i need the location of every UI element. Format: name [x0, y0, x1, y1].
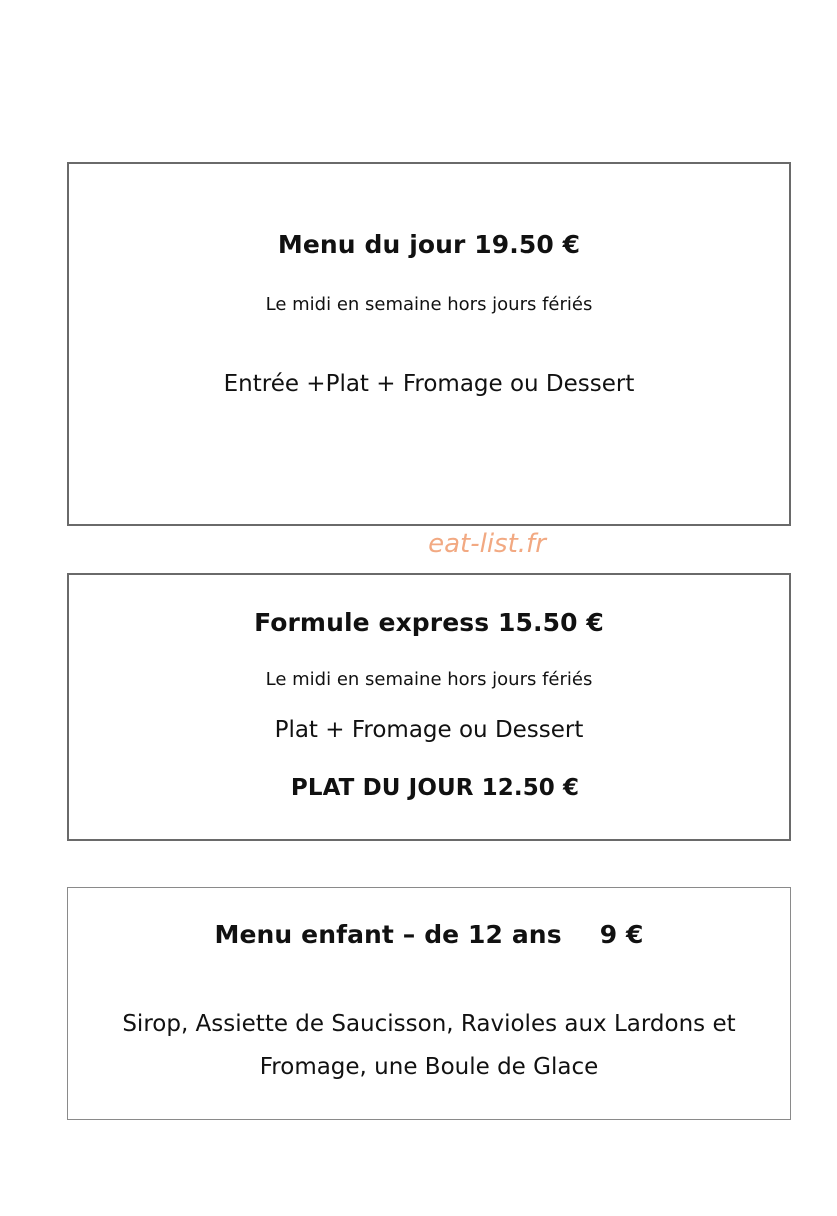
formule-express-title: Formule express 15.50 € — [254, 608, 604, 637]
menu-du-jour-content: Entrée +Plat + Fromage ou Dessert — [223, 371, 635, 397]
menu-du-jour-box — [67, 162, 791, 526]
menu-du-jour-note: Le midi en semaine hors jours fériés — [265, 294, 593, 315]
formule-express-content: Plat + Fromage ou Dessert — [274, 717, 584, 743]
watermark-text: eat-list.fr — [428, 529, 546, 559]
menu-enfant-price: 9 € — [599, 920, 644, 949]
menu-enfant-title — [68, 920, 790, 949]
formule-express-box — [67, 573, 791, 841]
menu-du-jour-title: Menu du jour 19.50 € — [277, 230, 581, 259]
menu-enfant-content-line2: Fromage, une Boule de Glace — [259, 1054, 599, 1080]
menu-enfant-name: Menu enfant – de 12 ans — [214, 920, 562, 949]
menu-enfant-content-line1: Sirop, Assiette de Saucisson, Ravioles aux Lardons et — [122, 1011, 736, 1037]
menu-enfant-box — [67, 887, 791, 1120]
plat-du-jour-price: PLAT DU JOUR 12.50 € — [290, 775, 580, 801]
formule-express-note: Le midi en semaine hors jours fériés — [265, 669, 593, 690]
